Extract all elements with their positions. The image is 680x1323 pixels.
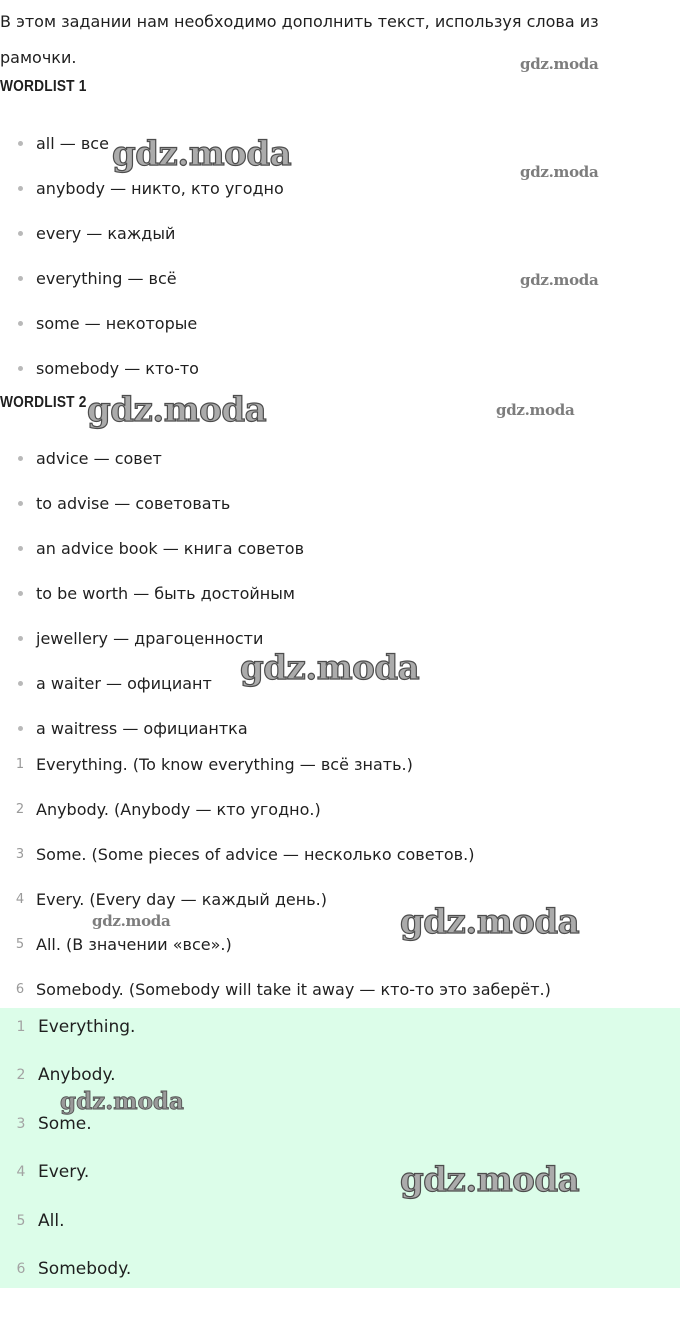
wordlist-1-heading: WORDLIST 1 <box>0 78 87 95</box>
watermark: gdz.moda <box>112 134 292 174</box>
item-text: All. <box>38 1210 65 1231</box>
list-item: a waitress — официантка <box>0 706 304 751</box>
item-number: 4 <box>16 1164 26 1181</box>
explanation-list <box>0 742 680 1012</box>
wordlist-2 <box>0 436 304 751</box>
list-item: all — все <box>0 121 284 166</box>
item-number: 4 <box>15 892 25 907</box>
watermark: gdz.moda <box>400 902 580 942</box>
item-text: All. (В значении «все».) <box>36 935 232 954</box>
list-item: every — каждый <box>0 211 284 256</box>
list-item: to be worth — быть достойным <box>0 571 304 616</box>
item-number: 1 <box>15 757 25 772</box>
item-number: 6 <box>16 1260 26 1277</box>
intro-text: В этом задании нам необходимо дополнить текст, используя слова из рамочки. <box>0 12 599 67</box>
explanation-item <box>0 787 680 832</box>
watermark: gdz.moda <box>520 163 599 181</box>
item-text: Anybody. (Anybody — кто угодно.) <box>36 800 321 819</box>
item-text: Somebody. <box>38 1258 132 1279</box>
watermark: gdz.moda <box>400 1160 580 1200</box>
wordlist-2-heading: WORDLIST 2 <box>0 394 87 411</box>
item-text: Some. (Some pieces of advice — несколько советов.) <box>36 845 475 864</box>
item-number: 3 <box>16 1115 26 1132</box>
list-item: to advise — советовать <box>0 481 304 526</box>
list-item: advice — совет <box>0 436 304 481</box>
explanation-item <box>0 922 680 967</box>
item-text: Everything. (To know everything — всё знать.) <box>36 755 413 774</box>
item-text: Every. (Every day — каждый день.) <box>36 890 327 909</box>
list-item: everything — всё <box>0 256 284 301</box>
watermark: gdz.moda <box>520 55 599 73</box>
watermark: gdz.moda <box>240 648 420 688</box>
watermark: gdz.moda <box>92 912 171 930</box>
item-number: 1 <box>16 1019 26 1035</box>
item-text: Anybody. <box>38 1065 116 1086</box>
item-number: 2 <box>15 802 25 817</box>
list-item: an advice book — книга советов <box>0 526 304 571</box>
watermark: gdz.moda <box>520 271 599 289</box>
item-number: 5 <box>16 1212 26 1229</box>
item-text: Every. <box>38 1162 90 1183</box>
item-text: Some. <box>38 1113 92 1134</box>
item-number: 5 <box>15 937 25 952</box>
explanation-item <box>0 742 680 787</box>
list-item: some — некоторые <box>0 301 284 346</box>
watermark: gdz.moda <box>496 401 575 419</box>
item-number: 3 <box>15 847 25 862</box>
list-item: jewellery — драгоценности <box>0 616 304 661</box>
wordlist-1 <box>0 121 284 391</box>
explanation-item <box>0 877 680 922</box>
list-item: a waiter — официант <box>0 661 304 706</box>
explanation-item <box>0 832 680 877</box>
list-item: anybody — никто, кто угодно <box>0 166 284 211</box>
list-item: somebody — кто-то <box>0 346 284 391</box>
item-text: Somebody. (Somebody will take it away — кто-то это заберёт.) <box>36 980 551 999</box>
item-number: 6 <box>15 982 25 997</box>
watermark: gdz.moda <box>87 390 267 430</box>
item-text: Everything. <box>38 1017 136 1037</box>
item-number: 2 <box>16 1067 26 1084</box>
watermark: gdz.moda <box>60 1088 184 1115</box>
